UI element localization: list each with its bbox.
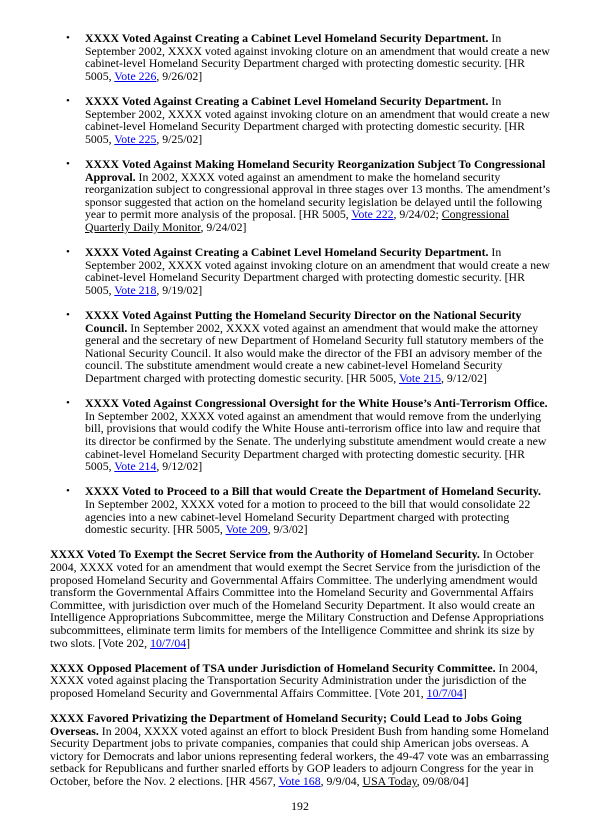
item-heading: XXXX Voted Against Making Homeland Security Reorganization Subject To Congressional Approval.: [85, 156, 546, 184]
paragraph: [50, 548, 552, 649]
bullet-icon: •: [66, 397, 70, 410]
item-text: In 2004, XXXX voted against an effort to block President Bush from handing some Homeland Security Department jobs to private companies, companies that could ship American jobs overseas. A victory for Democrats and labor unions representing federal workers, the 49-47 vote was an embarrassing setback for Republicans and further snarled efforts by GOP leaders to adjourn Congress for the year in October, before the Nov. 2 elections. [HR 4567,: [50, 723, 549, 789]
item-text: In September 2002, XXXX voted against an amendment that would make the attorney general and the secretary of new Department of Homeland Security full statutory members of the National Security Council. It also would make the director of the FBI an advisory member of the council. The substitute amendment would create a new cabinet-level Homeland Security Department charged with protecting domestic security. [HR 5005,: [85, 320, 544, 386]
item-heading: XXXX Voted To Exempt the Secret Service from the Authority of Homeland Security.: [50, 547, 480, 562]
item-heading: XXXX Voted Against Putting the Homeland Security Director on the National Security Council.: [85, 308, 522, 335]
item-text: In September 2002, XXXX voted against invoking cloture on an amendment that would create a new cabinet-level Homeland Security Department charged with protecting domestic security. [HR 5005,: [85, 31, 550, 83]
item-text: , 9/9/04,: [320, 774, 363, 789]
item-text: In October 2004, XXXX voted for an amendment that would exempt the Secret Service from the jurisdiction of the proposed Homeland Security and Governmental Affairs Committee. The underlying amendment would transform the Governmental Affairs Committee into the Homeland Security and Governmental Affairs Committee, with jurisdiction over much of the Homeland Security Department. It also would create an Intelligence Appropriations Subcommittee, merge the Military Construction and Defense Appropriations subcommittees, eliminate term limits for members of the Intelligence Committee and shrink its size by two slots. [Vote 202,: [50, 547, 544, 650]
item-text: In 2004, XXXX voted against placing the Transportation Security Administration under the jurisdiction of the proposed Homeland Security and Governmental Affairs Committee. [Vote 201,: [50, 660, 538, 700]
item-text: ]: [186, 635, 191, 650]
vote-link[interactable]: Vote 225: [114, 131, 157, 146]
bullet-item: [66, 156, 551, 234]
item-text: , 9/12/02]: [441, 371, 487, 386]
item-text: In September 2002, XXXX voted for a motion to proceed to the bill that would consolidate 22 agencies into a new cabinet-level Homeland Security Department charged with protecting domestic security. [HR 5005,: [85, 496, 531, 537]
vote-link[interactable]: 10/7/04: [150, 635, 187, 650]
source-citation: USA Today: [362, 774, 417, 789]
bullet-item: [66, 245, 551, 297]
item-text: , 09/08/04]: [416, 774, 469, 789]
item-text: , 9/24/02]: [200, 219, 247, 234]
item-text: In September 2002, XXXX voted against invoking cloture on an amendment that would create a new cabinet-level Homeland Security Department charged with protecting domestic security. [HR 5005,: [85, 93, 550, 146]
item-heading: XXXX Voted Against Creating a Cabinet Level Homeland Security Department.: [85, 93, 489, 108]
bullet-icon: •: [66, 309, 70, 322]
bullet-item: [66, 484, 551, 537]
item-heading: XXXX Voted Against Congressional Oversight for the White House’s Anti-Terrorism Office.: [85, 396, 548, 411]
item-text: , 9/19/02]: [156, 282, 203, 297]
item-text: , 9/25/02]: [156, 131, 203, 146]
item-heading: XXXX Opposed Placement of TSA under Jurisdiction of Homeland Security Committee.: [50, 660, 496, 675]
bullet-icon: •: [66, 246, 70, 259]
item-heading: XXXX Voted Against Creating a Cabinet Level Homeland Security Department.: [85, 245, 489, 260]
bullet-icon: •: [66, 157, 70, 170]
item-text: , 9/12/02]: [156, 459, 203, 474]
vote-link[interactable]: Vote 218: [114, 282, 157, 297]
item-text: In September 2002, XXXX voted against an amendment that would remove from the underlying bill, provisions that would codify the White House anti-terrorism office into law and require that its director be confirmed by the Senate. The underlying substitute amendment would create a new cabinet-level Homeland Security Department charged with protecting domestic security. [HR 5005,: [85, 408, 547, 474]
item-heading: XXXX Voted to Proceed to a Bill that would Create the Department of Homeland Security.: [85, 484, 541, 499]
item-text: , 9/26/02]: [156, 68, 203, 83]
bullet-item: [66, 396, 551, 474]
item-heading: XXXX Favored Privatizing the Department of Homeland Security; Could Lead to Jobs Going Overseas.: [50, 711, 522, 738]
vote-link[interactable]: Vote 222: [351, 207, 394, 222]
vote-link[interactable]: Vote 214: [114, 459, 157, 474]
bullet-item: [66, 308, 551, 386]
vote-link[interactable]: Vote 226: [114, 68, 157, 83]
bullet-item: [66, 31, 551, 83]
vote-link[interactable]: Vote 168: [278, 774, 321, 789]
page-number: 192: [291, 799, 309, 814]
bullet-icon: •: [66, 32, 70, 44]
item-text: In 2002, XXXX voted against an amendment to make the homeland security reorganization subject to congressional approval in three stages over 13 months. The amendment’s sponsor suggested that action on the homeland security legislation be delayed until the following year to permit more analysis of the proposal. [HR 5005,: [85, 169, 551, 222]
item-text: , 9/3/02]: [267, 522, 308, 537]
paragraph: [50, 662, 552, 700]
source-citation: Congressional Quarterly Daily Monitor: [85, 207, 510, 234]
vote-link[interactable]: Vote 215: [398, 371, 442, 386]
item-heading: XXXX Voted Against Creating a Cabinet Level Homeland Security Department.: [85, 31, 489, 45]
vote-link[interactable]: 10/7/04: [426, 685, 463, 700]
vote-link[interactable]: Vote 209: [225, 522, 268, 537]
bullet-icon: •: [66, 485, 70, 498]
paragraph: [50, 712, 552, 788]
item-text: ]: [462, 685, 467, 700]
bullet-item: [66, 93, 551, 146]
bullet-icon: •: [66, 94, 70, 107]
item-text: , 9/24/02;: [393, 207, 442, 222]
item-text: In September 2002, XXXX voted against invoking cloture on an amendment that would create a new cabinet-level Homeland Security Department charged with protecting domestic security. [HR 5005,: [85, 245, 550, 297]
